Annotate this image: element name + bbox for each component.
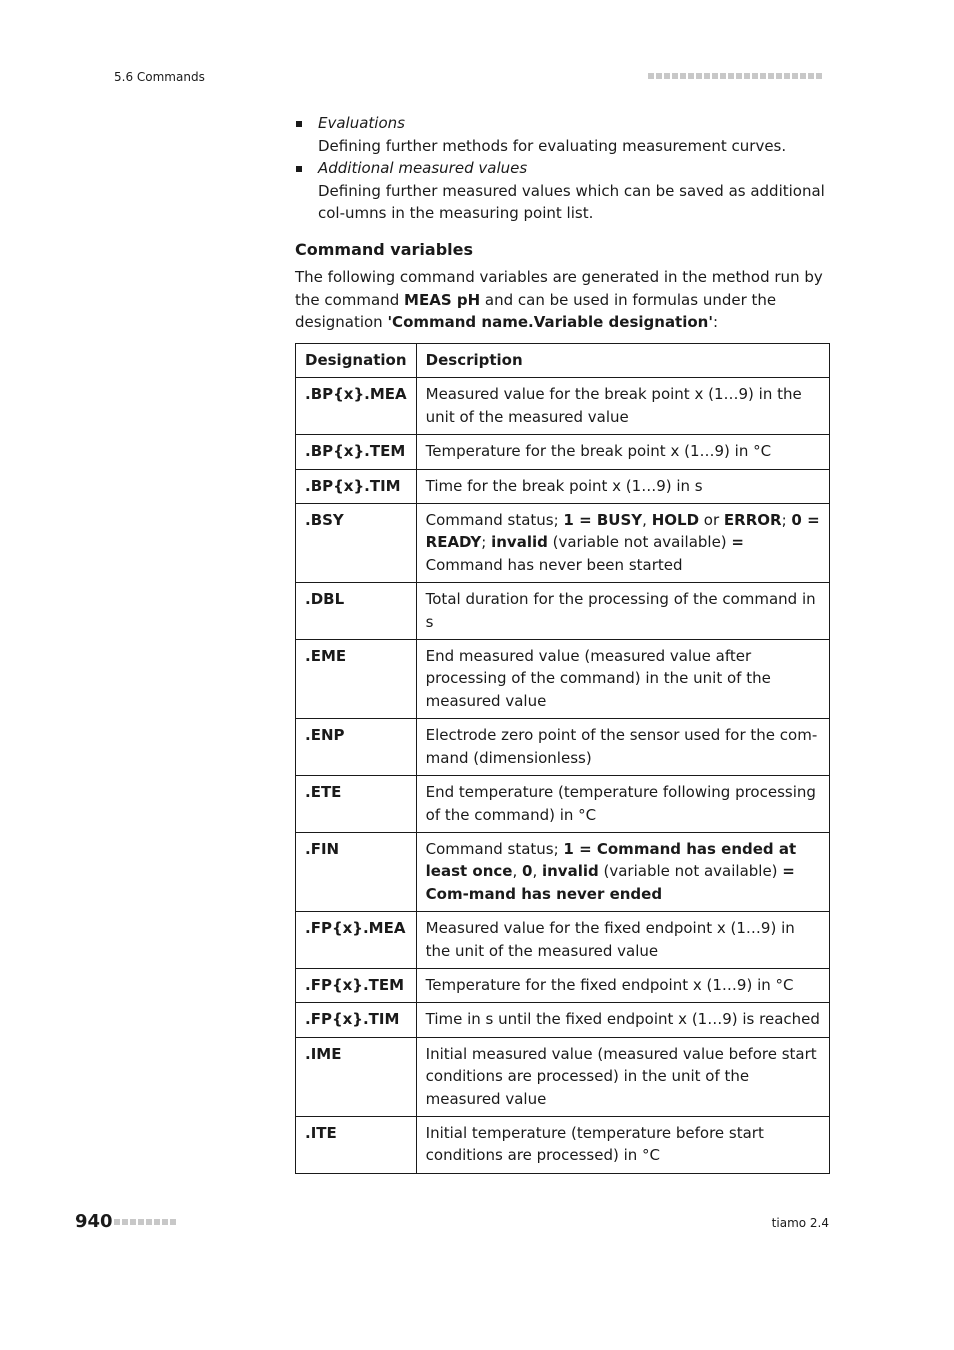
column-header-designation: Designation xyxy=(296,344,417,378)
description-fragment: ERROR xyxy=(723,511,782,530)
table-row xyxy=(296,968,830,1002)
variable-description: Measured value for the fixed endpoint x (1…9) in the unit of the measured value xyxy=(416,912,829,969)
description-fragment: HOLD xyxy=(651,511,700,530)
variable-designation: .BP{x}.TEM xyxy=(296,435,417,469)
table-row xyxy=(296,469,830,503)
variable-designation: .EME xyxy=(296,640,417,719)
page-number: 940 xyxy=(75,1211,113,1232)
intro-text: : xyxy=(712,313,719,331)
description-fragment: 1 = BUSY xyxy=(563,511,643,530)
table-row xyxy=(296,435,830,469)
variable-description: Electrode zero point of the sensor used for the com-mand (dimensionless) xyxy=(416,719,829,776)
bullet-title: Additional measured values xyxy=(318,159,528,177)
variable-description: Measured value for the break point x (1…9) in the unit of the measured value xyxy=(416,378,829,435)
table-row xyxy=(296,1116,830,1173)
variable-designation: .FP{x}.TEM xyxy=(296,968,417,1002)
description-fragment: Command status; xyxy=(425,839,564,858)
bullet-text: Defining further measured values which can be saved as additional col-umns in the measuring point list. xyxy=(318,181,825,222)
description-fragment: = Com-mand has never ended xyxy=(425,862,795,903)
variable-designation: .BP{x}.MEA xyxy=(296,378,417,435)
table-row xyxy=(296,378,830,435)
bullet-title: Evaluations xyxy=(318,114,405,132)
description-fragment: invalid xyxy=(491,533,548,552)
description-fragment: , xyxy=(512,862,522,881)
table-header-row xyxy=(296,344,830,378)
variable-designation: .FP{x}.TIM xyxy=(296,1003,417,1037)
variable-description xyxy=(416,504,829,583)
bullet-item xyxy=(295,157,830,225)
variable-designation: .FIN xyxy=(296,832,417,911)
table-row xyxy=(296,719,830,776)
description-fragment: 0 = READY xyxy=(425,511,820,552)
variable-description: Total duration for the processing of the command in s xyxy=(416,583,829,640)
variable-description: Temperature for the break point x (1…9) in °C xyxy=(416,435,829,469)
product-name: tiamo 2.4 xyxy=(771,1216,829,1230)
description-fragment: = xyxy=(731,533,744,552)
description-fragment: invalid xyxy=(541,862,599,881)
table-row xyxy=(296,776,830,833)
bullet-text: Defining further methods for evaluating measurement curves. xyxy=(318,136,787,155)
variable-description: Initial temperature (temperature before start conditions are processed) in °C xyxy=(416,1116,829,1173)
description-fragment: 0 xyxy=(522,862,533,881)
intro-command-name: MEAS pH xyxy=(404,290,481,309)
intro-text: and can be used in formulas under the designation xyxy=(295,290,777,331)
footer-decorative-dots xyxy=(114,1219,176,1225)
intro-designation-format: 'Command name.Variable designation' xyxy=(387,313,713,331)
variable-designation: .BSY xyxy=(296,504,417,583)
variable-description: Time for the break point x (1…9) in s xyxy=(416,469,829,503)
variable-designation: .IME xyxy=(296,1037,417,1116)
table-row xyxy=(296,583,830,640)
description-fragment: ; xyxy=(781,511,792,530)
description-fragment: (variable not available) xyxy=(598,862,783,881)
variable-description: Initial measured value (measured value before start conditions are processed) in the unit of the measured value xyxy=(416,1037,829,1116)
table-row xyxy=(296,504,830,583)
variable-description xyxy=(416,832,829,911)
description-fragment: ; xyxy=(481,533,492,552)
variable-description: End measured value (measured value after processing of the command) in the unit of the measured value xyxy=(416,640,829,719)
square-bullet-icon xyxy=(296,121,302,127)
variable-designation: .ENP xyxy=(296,719,417,776)
square-bullet-icon xyxy=(296,166,302,172)
table-row xyxy=(296,640,830,719)
description-fragment: 1 = Command has ended at least once xyxy=(425,839,797,881)
header-decorative-dots xyxy=(648,73,822,79)
table-row xyxy=(296,1037,830,1116)
command-variables-table xyxy=(295,343,830,1174)
table-row xyxy=(296,1003,830,1037)
intro-text: The following command variables are generated in the method run by the command xyxy=(295,268,823,309)
intro-paragraph xyxy=(295,266,830,334)
description-fragment: Command status; xyxy=(425,511,564,530)
variable-designation: .BP{x}.TIM xyxy=(296,469,417,503)
variable-designation: .ETE xyxy=(296,776,417,833)
variable-designation: .DBL xyxy=(296,583,417,640)
section-heading: Command variables xyxy=(295,240,473,259)
table-body xyxy=(296,378,830,1173)
description-fragment: , xyxy=(532,862,542,881)
running-header-section: 5.6 Commands xyxy=(114,70,205,84)
variable-description: Temperature for the fixed endpoint x (1…9) in °C xyxy=(416,968,829,1002)
column-header-description: Description xyxy=(416,344,829,378)
description-fragment: , xyxy=(642,511,652,530)
variable-designation: .FP{x}.MEA xyxy=(296,912,417,969)
description-fragment: (variable not available) xyxy=(547,533,732,552)
variable-description: End temperature (temperature following processing of the command) in °C xyxy=(416,776,829,833)
variable-description: Time in s until the fixed endpoint x (1…9) is reached xyxy=(416,1003,829,1037)
bullet-item xyxy=(295,112,830,157)
description-fragment: Command has never been started xyxy=(425,555,683,574)
variable-designation: .ITE xyxy=(296,1116,417,1173)
table-row xyxy=(296,832,830,911)
bullet-list xyxy=(295,112,830,225)
description-fragment: or xyxy=(699,511,724,530)
table-row xyxy=(296,912,830,969)
